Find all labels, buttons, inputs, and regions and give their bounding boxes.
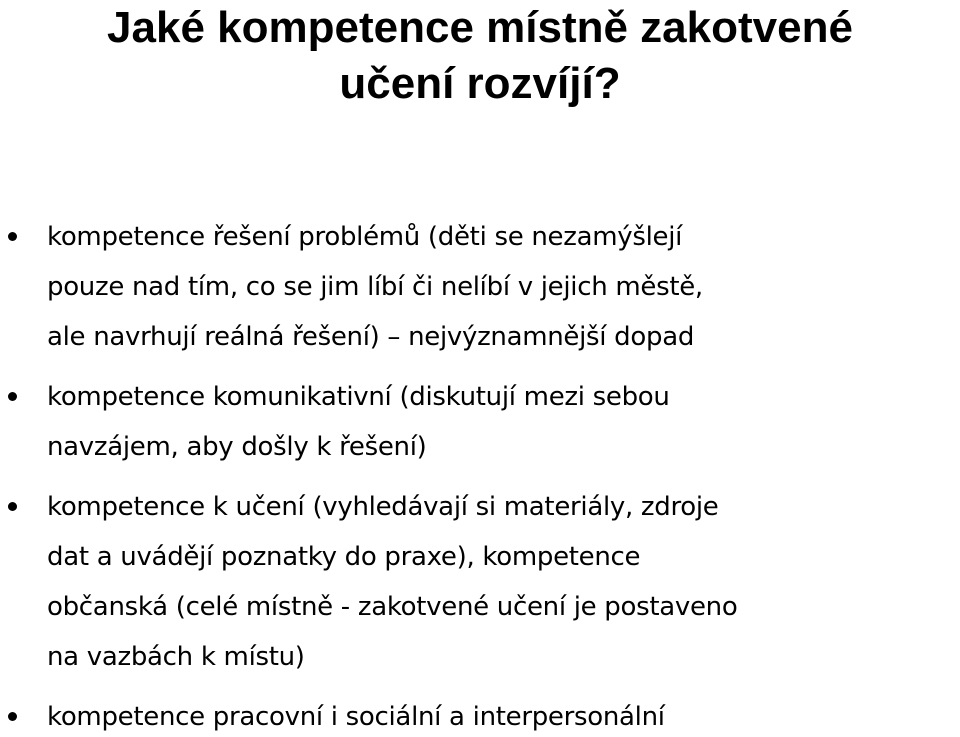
bullet-line: kompetence pracovní i sociální a interpersonální [47, 702, 665, 732]
bullet-dot-icon [8, 232, 17, 241]
bullet-item-work-social [0, 692, 960, 737]
bullet-list [0, 212, 960, 737]
bullet-line: na vazbách k místu) [47, 642, 305, 672]
bullet-line: ale navrhují reálná řešení) – nejvýznamnější dopad [47, 322, 695, 352]
bullet-line: občanská (celé místně - zakotvené učení je postaveno [47, 592, 738, 622]
bullet-line: pouze nad tím, co se jim líbí či nelíbí v jejich městě, [47, 272, 703, 302]
bullet-line: kompetence řešení problémů (děti se nezamýšlejí [47, 222, 683, 252]
bullet-line: kompetence k učení (vyhledávají si materiály, zdroje [47, 492, 719, 522]
bullet-line: kompetence komunikativní (diskutují mezi sebou [47, 382, 670, 412]
slide-title [0, 0, 960, 112]
bullet-item-problem-solving [0, 212, 960, 362]
bullet-dot-icon [8, 502, 17, 511]
title-line: Jaké kompetence místně zakotvené [107, 3, 853, 52]
bullet-line: dat a uvádějí poznatky do praxe), kompetence [47, 542, 641, 572]
bullet-dot-icon [8, 712, 17, 721]
bullet-item-learning-civic [0, 482, 960, 682]
bullet-dot-icon [8, 392, 17, 401]
bullet-line: navzájem, aby došly k řešení) [47, 432, 427, 462]
bullet-item-communicative [0, 372, 960, 472]
title-line: učení rozvíjí? [339, 59, 621, 108]
